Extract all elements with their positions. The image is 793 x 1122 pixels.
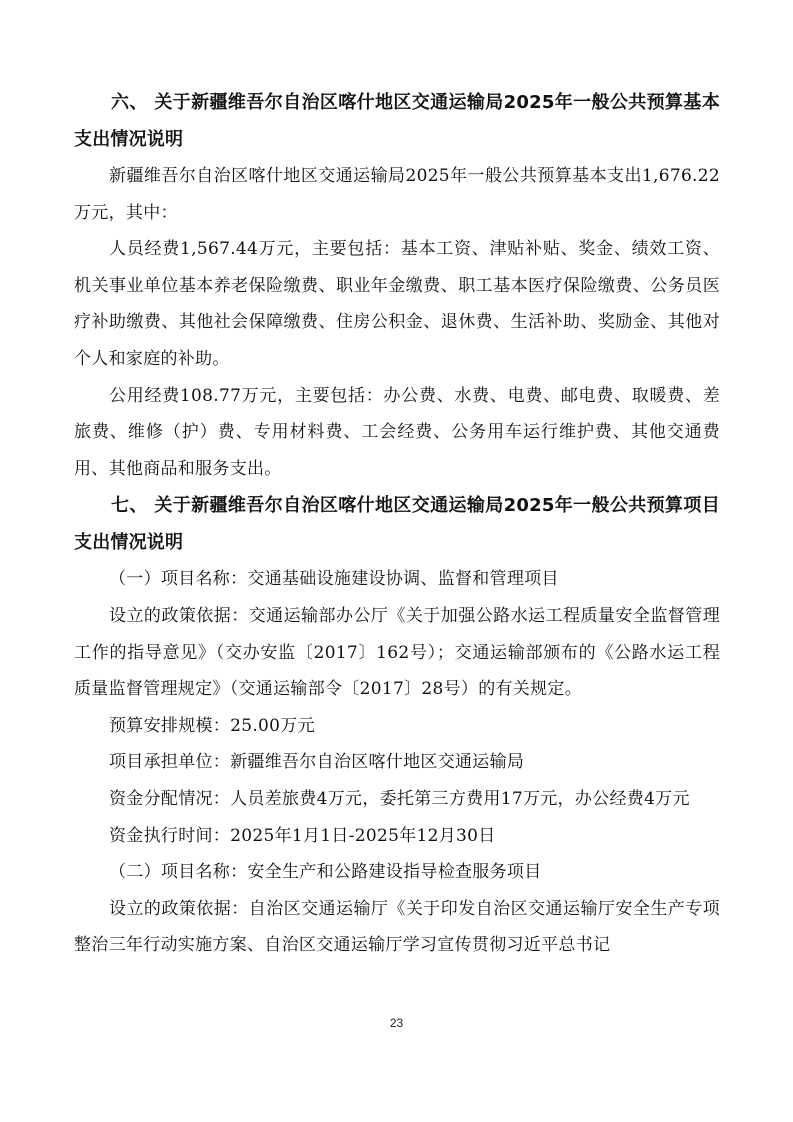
- section-6-heading: 六、 关于新疆维吾尔自治区喀什地区交通运输局2025年一般公共预算基本支出情况说明: [74, 92, 720, 150]
- section-7-paragraph: 资金分配情况：人员差旅费4万元，委托第三方费用17万元，办公经费4万元: [109, 788, 690, 809]
- section-7-paragraph: 预算安排规模：25.00万元: [109, 715, 315, 736]
- section-6-paragraph: 新疆维吾尔自治区喀什地区交通运输局2025年一般公共预算基本支出1,676.22万元，其中：: [74, 166, 720, 223]
- section-6-paragraph: 人员经费1,567.44万元，主要包括：基本工资、津贴补贴、奖金、绩效工资、机关事业单位基本养老保险缴费、职业年金缴费、职工基本医疗保险缴费、公务员医疗补助缴费、其他社会保障缴费、住房公积金、退休费、生活补助、奖励金、其他对个人和家庭的补助。: [74, 239, 720, 369]
- section-7-paragraph: （二）项目名称：安全生产和公路建设指导检查服务项目: [109, 862, 542, 883]
- section-6-paragraph: 公用经费108.77万元，主要包括：办公费、水费、电费、邮电费、取暖费、差旅费、维修（护）费、专用材料费、工会经费、公务用车运行维护费、其他交通费用、其他商品和服务支出。: [74, 385, 720, 479]
- section-7-paragraph: 资金执行时间：2025年1月1日-2025年12月30日: [109, 825, 496, 846]
- document-body: [74, 84, 720, 964]
- section-7-heading: 七、 关于新疆维吾尔自治区喀什地区交通运输局2025年一般公共预算项目支出情况说明: [74, 495, 720, 554]
- section-7-paragraph: 项目承担单位：新疆维吾尔自治区喀什地区交通运输局: [109, 752, 525, 773]
- section-7-paragraph: （一）项目名称：交通基础设施建设协调、监督和管理项目: [109, 569, 559, 590]
- section-7-paragraph: 设立的政策依据：交通运输部办公厅《关于加强公路水运工程质量安全监督管理工作的指导意见》（交办安监〔2017〕162号）；交通运输部颁布的《公路水运工程质量监督管理规定》（交通运输部令〔2017〕28号）的有关规定。: [74, 605, 720, 700]
- page-number: 23: [389, 1016, 404, 1030]
- section-7-paragraph: 设立的政策依据：自治区交通运输厅《关于印发自治区交通运输厅安全生产专项整治三年行动实施方案、自治区交通运输厅学习宣传贯彻习近平总书记: [74, 898, 720, 956]
